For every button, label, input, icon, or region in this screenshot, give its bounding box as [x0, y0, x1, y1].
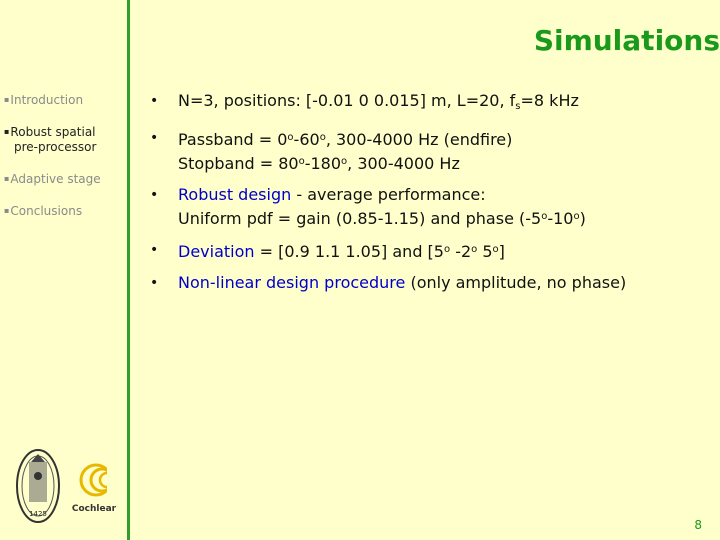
highlighted-term: Non-linear design procedure — [178, 273, 406, 292]
bullet-point — [148, 184, 713, 230]
bullet-text: - average performance: — [291, 185, 486, 204]
sidebar-item-label-cont: pre-processor — [14, 140, 97, 154]
bullet-dot: • — [150, 275, 159, 291]
bullet-text: Passband = 0 — [178, 130, 288, 149]
bullet-text: ) — [579, 209, 586, 228]
logos — [14, 448, 126, 524]
svg-text:1425: 1425 — [29, 510, 47, 518]
bullet-dot: • — [150, 130, 159, 146]
subscript: s — [515, 101, 521, 112]
bullet-point — [148, 272, 713, 294]
bullet-icon: ▪ — [4, 127, 10, 136]
bullet-point — [148, 90, 713, 118]
page-number: 8 — [694, 518, 702, 532]
highlighted-term: Deviation — [178, 242, 255, 261]
bullet-dot: • — [150, 242, 159, 258]
slide-title: Simulations — [533, 24, 720, 57]
superscript: o — [298, 156, 305, 167]
vertical-divider — [127, 0, 130, 540]
sidebar-item-label: Introduction — [10, 93, 84, 107]
bullet-text: Uniform pdf = gain (0.85-1.15) and phase (-5 — [178, 209, 542, 228]
bullet-text: =8 kHz — [520, 91, 579, 110]
highlighted-term: Robust design — [178, 185, 292, 204]
bullet-text: ] — [498, 242, 505, 261]
superscript: o — [573, 211, 580, 222]
bullet-text: N=3, positions: [-0.01 0 0.015] m, L=20, f — [178, 91, 516, 110]
bullet-text: , 300-4000 Hz — [347, 154, 460, 173]
superscript: o — [341, 156, 348, 167]
bullet-dot: • — [150, 187, 159, 203]
superscript: o — [443, 244, 451, 255]
sidebar-item-adaptive-stage[interactable] — [4, 171, 122, 187]
sidebar-item-label: Adaptive stage — [10, 172, 101, 186]
superscript: o — [541, 211, 548, 222]
bullet-text: (only amplitude, no phase) — [405, 273, 627, 292]
bullet-text: -180 — [304, 154, 342, 173]
sidebar-item-conclusions[interactable] — [4, 203, 122, 219]
superscript: o — [287, 132, 294, 143]
bullet-text: , 300-4000 Hz (endfire) — [325, 130, 513, 149]
bullet-text: -60 — [293, 130, 320, 149]
superscript: o — [471, 244, 478, 255]
bullet-text: Stopband = 80 — [178, 154, 299, 173]
bullet-text: 5 — [477, 242, 493, 261]
bullet-text: = [0.9 1.1 1.05] and [5 — [254, 242, 444, 261]
university-seal-icon — [14, 448, 126, 524]
bullet-icon: ▪ — [4, 174, 10, 183]
bullet-icon: ▪ — [4, 206, 10, 215]
superscript: o — [492, 244, 499, 255]
superscript: o — [319, 132, 326, 143]
bullet-text: -2 — [450, 242, 472, 261]
sidebar-item-introduction[interactable] — [4, 92, 122, 108]
bullet-point — [148, 127, 713, 175]
sidebar-nav — [4, 92, 122, 235]
slide-content — [148, 90, 713, 303]
bullet-point — [148, 239, 713, 263]
bullet-dot: • — [150, 93, 159, 109]
sidebar-item-robust-spatial[interactable] — [4, 124, 122, 155]
bullet-icon: ▪ — [4, 95, 10, 104]
sidebar-item-label: Conclusions — [10, 204, 83, 218]
sidebar-item-label: Robust spatial — [10, 125, 96, 139]
bullet-text: -10 — [547, 209, 574, 228]
cochlear-logo-text: Cochlear — [71, 504, 117, 514]
